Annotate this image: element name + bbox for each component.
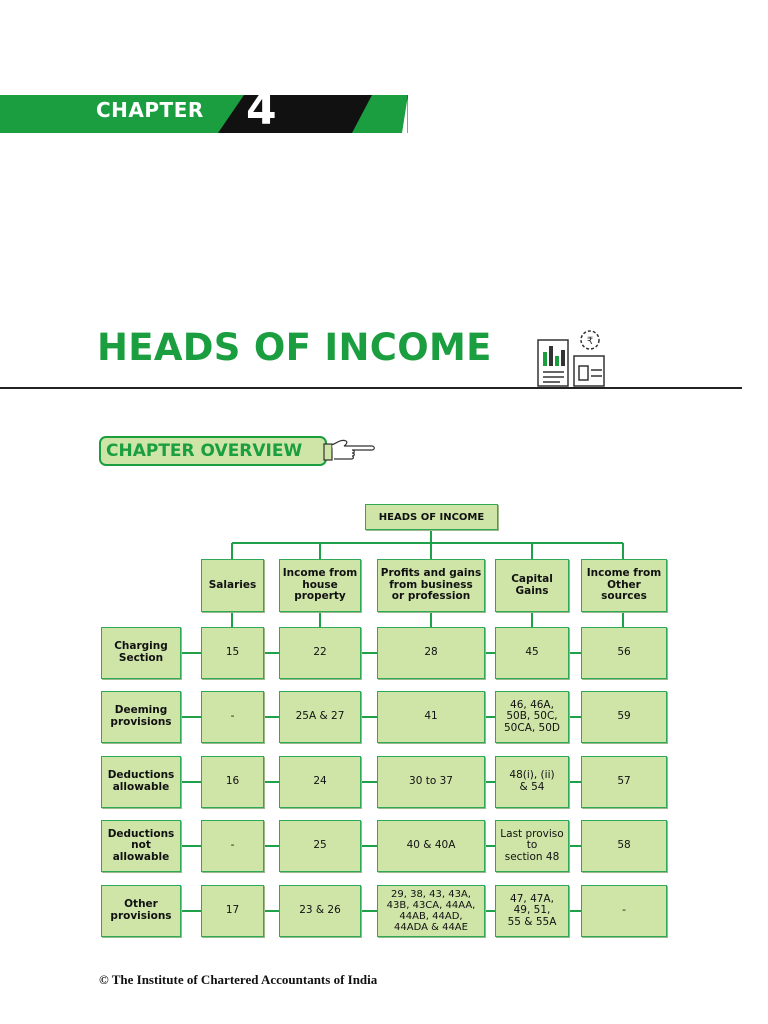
cell-other-prov-salaries: 17 <box>201 885 264 937</box>
row-label-deductions-allowable: Deductions allowable <box>101 756 181 808</box>
cell-allowable-house: 24 <box>279 756 361 808</box>
head-house-property: Income from house property <box>279 559 361 612</box>
cell-not-allowable-salaries: - <box>201 820 264 872</box>
chapter-overview-label: CHAPTER OVERVIEW <box>106 441 303 461</box>
svg-text:₹: ₹ <box>586 336 594 347</box>
cell-deeming-business: 41 <box>377 691 485 743</box>
cell-deeming-house: 25A & 27 <box>279 691 361 743</box>
row-label-other-provisions: Other provisions <box>101 885 181 937</box>
cell-other-prov-capital: 47, 47A, 49, 51, 55 & 55A <box>495 885 569 937</box>
cell-allowable-other: 57 <box>581 756 667 808</box>
cell-charging-house: 22 <box>279 627 361 679</box>
cell-charging-salaries: 15 <box>201 627 264 679</box>
head-other-sources: Income from Other sources <box>581 559 667 612</box>
cell-allowable-business: 30 to 37 <box>377 756 485 808</box>
cell-not-allowable-capital: Last proviso to section 48 <box>495 820 569 872</box>
head-salaries: Salaries <box>201 559 264 612</box>
document-chart-icon <box>536 326 610 388</box>
chart-root-box: HEADS OF INCOME <box>365 504 498 530</box>
cell-allowable-salaries: 16 <box>201 756 264 808</box>
cell-deeming-other: 59 <box>581 691 667 743</box>
row-label-deeming-provisions: Deeming provisions <box>101 691 181 743</box>
chapter-label: CHAPTER <box>96 98 204 122</box>
cell-other-prov-business: 29, 38, 43, 43A, 43B, 43CA, 44AA, 44AB, 44AD, 44ADA & 44AE <box>377 885 485 937</box>
cell-not-allowable-house: 25 <box>279 820 361 872</box>
cell-not-allowable-business: 40 & 40A <box>377 820 485 872</box>
chapter-banner <box>0 95 408 133</box>
cell-not-allowable-other: 58 <box>581 820 667 872</box>
cell-other-prov-house: 23 & 26 <box>279 885 361 937</box>
page-title: HEADS OF INCOME <box>97 326 492 369</box>
row-label-deductions-not-allowable: Deductions not allowable <box>101 820 181 872</box>
cell-deeming-capital: 46, 46A, 50B, 50C, 50CA, 50D <box>495 691 569 743</box>
cell-allowable-capital: 48(i), (ii) & 54 <box>495 756 569 808</box>
cell-charging-capital: 45 <box>495 627 569 679</box>
row-label-charging-section: Charging Section <box>101 627 181 679</box>
head-capital-gains: Capital Gains <box>495 559 569 612</box>
cell-charging-other: 56 <box>581 627 667 679</box>
pointing-hand-icon <box>322 436 376 466</box>
cell-deeming-salaries: - <box>201 691 264 743</box>
cell-other-prov-other: - <box>581 885 667 937</box>
head-business-profession: Profits and gains from business or profession <box>377 559 485 612</box>
footer-copyright: © The Institute of Chartered Accountants of India <box>99 972 378 987</box>
chapter-number: 4 <box>246 84 277 135</box>
cell-charging-business: 28 <box>377 627 485 679</box>
title-divider <box>0 387 742 389</box>
